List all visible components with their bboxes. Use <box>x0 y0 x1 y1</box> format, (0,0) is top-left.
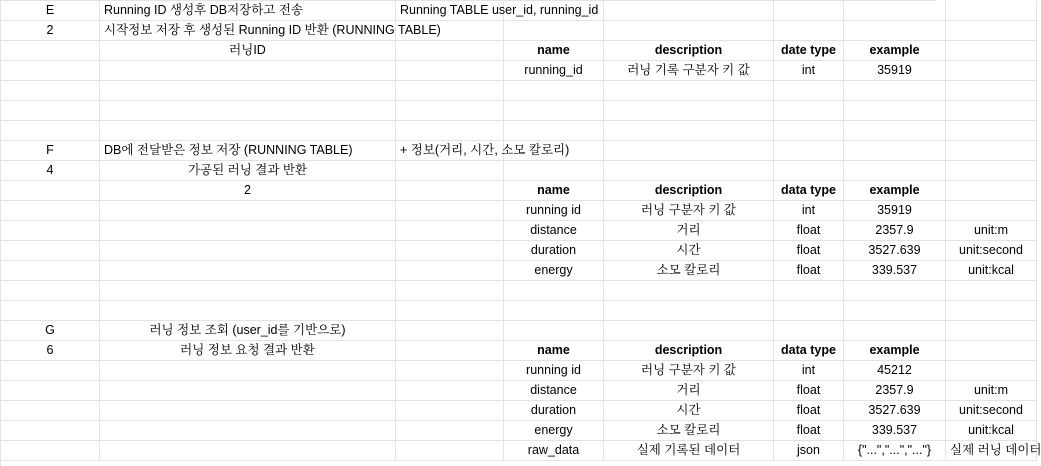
cell-r16-c7[interactable] <box>844 301 946 321</box>
cell-r9-c7[interactable] <box>844 161 946 181</box>
cell-text: float <box>796 243 821 257</box>
cell-r18-c7[interactable] <box>844 341 946 361</box>
cell-r21-c5[interactable] <box>604 401 774 421</box>
cell-r9-c5[interactable] <box>604 161 774 181</box>
cell-text: 45212 <box>877 363 912 377</box>
cell-text: float <box>796 423 821 437</box>
cell-text: name <box>537 183 570 197</box>
cell-text: G <box>45 323 55 337</box>
cell-r16-c4[interactable] <box>504 301 604 321</box>
cell-r17-c2[interactable] <box>100 321 396 341</box>
cell-r21-c4[interactable] <box>504 401 604 421</box>
cell-text: running id <box>526 363 581 377</box>
cell-text: float <box>796 383 821 397</box>
cell-r17-c4[interactable] <box>504 321 604 341</box>
cell-r18-c6[interactable] <box>774 341 844 361</box>
cell-text: int <box>801 203 816 217</box>
cell-r19-c4[interactable] <box>504 361 604 381</box>
cell-r14-c1[interactable] <box>1 261 100 281</box>
cell-r1-c5[interactable] <box>604 1 774 21</box>
cell-r13-c7[interactable] <box>844 241 946 261</box>
cell-r9-c1[interactable] <box>1 161 100 181</box>
cell-r7-c7[interactable] <box>844 121 946 141</box>
cell-r11-c7[interactable] <box>844 201 946 221</box>
cell-r9-c6[interactable] <box>774 161 844 181</box>
cell-r2-c6[interactable] <box>774 21 844 41</box>
cell-r21-c1[interactable] <box>1 401 100 421</box>
cell-r10-c2[interactable] <box>100 181 396 201</box>
cell-text: date type <box>781 43 836 57</box>
cell-r11-c8[interactable] <box>946 201 1037 221</box>
cell-text: example <box>869 183 920 197</box>
cell-text: 거리 <box>676 223 701 237</box>
cell-r14-c3[interactable] <box>396 261 504 281</box>
cell-r9-c2[interactable] <box>100 161 396 181</box>
cell-r11-c1[interactable] <box>1 201 100 221</box>
cell-r13-c6[interactable] <box>774 241 844 261</box>
cell-r8-c3[interactable] <box>396 141 570 161</box>
cell-r3-c8[interactable] <box>946 41 1037 61</box>
cell-r9-c4[interactable] <box>504 161 604 181</box>
cell-r23-c6[interactable] <box>774 441 844 461</box>
cell-text: 실제 러닝 데이터 <box>950 443 1041 457</box>
cell-r20-c4[interactable] <box>504 381 604 401</box>
cell-r18-c3[interactable] <box>396 341 504 361</box>
cell-text: description <box>654 43 723 57</box>
cell-r15-c5[interactable] <box>604 281 774 301</box>
cell-r10-c4[interactable] <box>504 181 604 201</box>
cell-text: unit:kcal <box>968 263 1014 277</box>
cell-r15-c3[interactable] <box>396 281 504 301</box>
cell-r14-c2[interactable] <box>100 261 396 281</box>
cell-r18-c4[interactable] <box>504 341 604 361</box>
cell-text: 35919 <box>877 63 912 77</box>
cell-r19-c1[interactable] <box>1 361 100 381</box>
cell-r6-c7[interactable] <box>844 101 946 121</box>
cell-r17-c3[interactable] <box>396 321 504 341</box>
cell-r7-c3[interactable] <box>396 121 504 141</box>
cell-r11-c6[interactable] <box>774 201 844 221</box>
cell-r8-c8[interactable] <box>946 141 1037 161</box>
cell-r2-c7[interactable] <box>844 21 946 41</box>
cell-r20-c2[interactable] <box>100 381 396 401</box>
cell-r13-c4[interactable] <box>504 241 604 261</box>
cell-r10-c5[interactable] <box>604 181 774 201</box>
cell-text: int <box>801 363 816 377</box>
cell-text: unit:m <box>973 223 1009 237</box>
cell-r5-c4[interactable] <box>504 81 604 101</box>
cell-text: json <box>797 443 820 457</box>
cell-text: int <box>801 63 816 77</box>
cell-text: data type <box>781 343 836 357</box>
cell-r7-c8[interactable] <box>946 121 1037 141</box>
cell-r14-c8[interactable] <box>946 261 1037 281</box>
cell-text: 소모 칼로리 <box>656 423 721 437</box>
cell-text: float <box>796 263 821 277</box>
cell-r14-c5[interactable] <box>604 261 774 281</box>
cell-r15-c6[interactable] <box>774 281 844 301</box>
cell-text: 339.537 <box>871 423 918 437</box>
cell-r1-c1[interactable] <box>1 1 100 21</box>
cell-r4-c5[interactable] <box>604 61 774 81</box>
cell-r20-c1[interactable] <box>1 381 100 401</box>
cell-r8-c2[interactable] <box>100 141 396 161</box>
cell-text: 시간 <box>676 243 701 257</box>
cell-r4-c1[interactable] <box>1 61 100 81</box>
cell-r11-c3[interactable] <box>396 201 504 221</box>
cell-r1-c2[interactable] <box>100 1 396 21</box>
cell-r6-c1[interactable] <box>1 101 100 121</box>
cell-text: unit:second <box>959 403 1023 417</box>
cell-r7-c6[interactable] <box>774 121 844 141</box>
cell-r5-c7[interactable] <box>844 81 946 101</box>
cell-r2-c4[interactable] <box>504 21 604 41</box>
cell-r15-c1[interactable] <box>1 281 100 301</box>
cell-text: distance <box>530 223 577 237</box>
cell-r2-c5[interactable] <box>604 21 774 41</box>
cell-r3-c4[interactable] <box>504 41 604 61</box>
cell-r17-c8[interactable] <box>946 321 1037 341</box>
cell-r2-c1[interactable] <box>1 21 100 41</box>
cell-r12-c3[interactable] <box>396 221 504 241</box>
cell-r6-c2[interactable] <box>100 101 396 121</box>
cell-r12-c6[interactable] <box>774 221 844 241</box>
cell-r13-c2[interactable] <box>100 241 396 261</box>
cell-text: duration <box>530 243 577 257</box>
cell-r22-c1[interactable] <box>1 421 100 441</box>
cell-r9-c8[interactable] <box>946 161 1037 181</box>
cell-r5-c5[interactable] <box>604 81 774 101</box>
cell-r15-c7[interactable] <box>844 281 946 301</box>
cell-text: 실제 기록된 데이터 <box>636 443 741 457</box>
cell-text: 러닝ID <box>229 43 266 57</box>
cell-r5-c6[interactable] <box>774 81 844 101</box>
cell-r1-c8[interactable] <box>946 1 1037 21</box>
cell-r7-c2[interactable] <box>100 121 396 141</box>
cell-text: DB에 전달받은 정보 저장 (RUNNING TABLE) <box>104 143 353 157</box>
cell-r21-c7[interactable] <box>844 401 946 421</box>
cell-r10-c1[interactable] <box>1 181 100 201</box>
cell-r4-c3[interactable] <box>396 61 504 81</box>
cell-r5-c1[interactable] <box>1 81 100 101</box>
cell-r20-c8[interactable] <box>946 381 1037 401</box>
cell-text: 소모 칼로리 <box>656 263 721 277</box>
cell-r2-c8[interactable] <box>946 21 1037 41</box>
cell-r20-c5[interactable] <box>604 381 774 401</box>
cell-text: description <box>654 183 723 197</box>
cell-r22-c4[interactable] <box>504 421 604 441</box>
cell-r12-c1[interactable] <box>1 221 100 241</box>
cell-r3-c6[interactable] <box>774 41 844 61</box>
cell-text: description <box>654 343 723 357</box>
cell-r9-c3[interactable] <box>396 161 504 181</box>
cell-text: energy <box>534 263 573 277</box>
cell-r4-c2[interactable] <box>100 61 396 81</box>
cell-text: 시간 <box>676 403 701 417</box>
cell-r17-c1[interactable] <box>1 321 100 341</box>
cell-r17-c7[interactable] <box>844 321 946 341</box>
cell-r13-c1[interactable] <box>1 241 100 261</box>
cell-r11-c5[interactable] <box>604 201 774 221</box>
cell-r12-c8[interactable] <box>946 221 1037 241</box>
cell-text: example <box>869 43 920 57</box>
cell-r7-c1[interactable] <box>1 121 100 141</box>
cell-r7-c4[interactable] <box>504 121 604 141</box>
cell-r17-c6[interactable] <box>774 321 844 341</box>
cell-r23-c5[interactable] <box>604 441 774 461</box>
cell-text: 러닝 정보 조회 (user_id를 기반으로) <box>149 323 346 337</box>
cell-r4-c7[interactable] <box>844 61 946 81</box>
cell-r8-c7[interactable] <box>844 141 946 161</box>
cell-r1-c7[interactable] <box>844 1 946 21</box>
cell-r18-c1[interactable] <box>1 341 100 361</box>
cell-text: unit:m <box>973 383 1009 397</box>
cell-text: example <box>869 343 920 357</box>
cell-r4-c4[interactable] <box>504 61 604 81</box>
cell-r20-c7[interactable] <box>844 381 946 401</box>
cell-text: 러닝 구분자 키 값 <box>641 363 736 377</box>
cell-r5-c8[interactable] <box>946 81 1037 101</box>
cell-r14-c4[interactable] <box>504 261 604 281</box>
cell-r6-c4[interactable] <box>504 101 604 121</box>
cell-r2-c3[interactable] <box>396 21 504 41</box>
cell-r19-c7[interactable] <box>844 361 946 381</box>
cell-text: name <box>537 343 570 357</box>
cell-r2-c2[interactable] <box>100 21 441 41</box>
cell-text: 4 <box>46 163 54 177</box>
cell-r10-c6[interactable] <box>774 181 844 201</box>
cell-r22-c2[interactable] <box>100 421 396 441</box>
cell-r11-c2[interactable] <box>100 201 396 221</box>
cell-text: 3527.639 <box>868 403 921 417</box>
cell-text: 2357.9 <box>875 223 914 237</box>
cell-r20-c6[interactable] <box>774 381 844 401</box>
cell-text: unit:kcal <box>968 423 1014 437</box>
cell-text: {"...","...","..."} <box>857 443 932 457</box>
cell-r15-c2[interactable] <box>100 281 396 301</box>
cell-r19-c8[interactable] <box>946 361 1037 381</box>
cell-text: energy <box>534 423 573 437</box>
cell-r4-c6[interactable] <box>774 61 844 81</box>
cell-text: duration <box>530 403 577 417</box>
cell-text: + 정보(거리, 시간, 소모 칼로리) <box>400 143 570 157</box>
cell-r8-c1[interactable] <box>1 141 100 161</box>
cell-text: 가공된 러닝 결과 반환 <box>187 163 308 177</box>
cell-text: 6 <box>46 343 54 357</box>
cell-r3-c3[interactable] <box>396 41 504 61</box>
cell-r23-c2[interactable] <box>100 441 396 461</box>
cell-r6-c3[interactable] <box>396 101 504 121</box>
cell-text: float <box>796 403 821 417</box>
cell-text: Running ID 생성후 DB저장하고 전송 <box>104 3 303 17</box>
cell-r21-c3[interactable] <box>396 401 504 421</box>
cell-r10-c3[interactable] <box>396 181 504 201</box>
cell-text: 시작정보 저장 후 생성된 Running ID 반환 (RUNNING TABLE) <box>104 23 441 37</box>
cell-r4-c8[interactable] <box>946 61 1037 81</box>
cell-text: F <box>46 143 54 157</box>
cell-text: distance <box>530 383 577 397</box>
cell-r16-c2[interactable] <box>100 301 396 321</box>
cell-r18-c8[interactable] <box>946 341 1037 361</box>
cell-r23-c8[interactable] <box>946 441 1041 461</box>
cell-r23-c7[interactable] <box>844 441 946 461</box>
cell-r6-c5[interactable] <box>604 101 774 121</box>
cell-r17-c5[interactable] <box>604 321 774 341</box>
cell-text: running id <box>526 203 581 217</box>
cell-r6-c8[interactable] <box>946 101 1037 121</box>
cell-r15-c8[interactable] <box>946 281 1037 301</box>
cell-r6-c6[interactable] <box>774 101 844 121</box>
cell-text: 339.537 <box>871 263 918 277</box>
cell-text: unit:second <box>959 243 1023 257</box>
cell-text: float <box>796 223 821 237</box>
cell-r19-c5[interactable] <box>604 361 774 381</box>
cell-r1-c6[interactable] <box>774 1 844 21</box>
cell-r22-c7[interactable] <box>844 421 946 441</box>
cell-r3-c5[interactable] <box>604 41 774 61</box>
cell-r22-c5[interactable] <box>604 421 774 441</box>
cell-text: 2 <box>244 183 251 197</box>
cell-r23-c4[interactable] <box>504 441 604 461</box>
cell-r19-c3[interactable] <box>396 361 504 381</box>
cell-r19-c2[interactable] <box>100 361 396 381</box>
cell-r21-c8[interactable] <box>946 401 1037 421</box>
cell-text: 러닝 기록 구분자 키 값 <box>627 63 750 77</box>
cell-r13-c3[interactable] <box>396 241 504 261</box>
cell-r16-c8[interactable] <box>946 301 1037 321</box>
cell-r18-c5[interactable] <box>604 341 774 361</box>
cell-text: Running TABLE user_id, running_id <box>400 3 599 17</box>
cell-r23-c3[interactable] <box>396 441 504 461</box>
cell-r10-c7[interactable] <box>844 181 946 201</box>
cell-text: 2 <box>46 23 54 37</box>
cell-r16-c6[interactable] <box>774 301 844 321</box>
cell-r16-c1[interactable] <box>1 301 100 321</box>
cell-r13-c5[interactable] <box>604 241 774 261</box>
cell-text: 3527.639 <box>868 243 921 257</box>
cell-r7-c5[interactable] <box>604 121 774 141</box>
cell-r12-c7[interactable] <box>844 221 946 241</box>
cell-r14-c6[interactable] <box>774 261 844 281</box>
cell-r22-c8[interactable] <box>946 421 1037 441</box>
cell-text: 러닝 정보 요청 결과 반환 <box>180 343 315 357</box>
cell-text: 거리 <box>676 383 701 397</box>
cell-r10-c8[interactable] <box>946 181 1037 201</box>
cell-r16-c3[interactable] <box>396 301 504 321</box>
cell-r12-c4[interactable] <box>504 221 604 241</box>
cell-r20-c3[interactable] <box>396 381 504 401</box>
cell-r19-c6[interactable] <box>774 361 844 381</box>
cell-r15-c4[interactable] <box>504 281 604 301</box>
cell-r12-c5[interactable] <box>604 221 774 241</box>
cell-text: running_id <box>524 63 583 77</box>
cell-text: name <box>537 43 570 57</box>
cell-r3-c2[interactable] <box>100 41 396 61</box>
cell-text: data type <box>781 183 836 197</box>
cell-r21-c6[interactable] <box>774 401 844 421</box>
cell-r8-c5[interactable] <box>604 141 774 161</box>
cell-text: 2357.9 <box>875 383 914 397</box>
cell-r16-c5[interactable] <box>604 301 774 321</box>
cell-r22-c6[interactable] <box>774 421 844 441</box>
cell-r8-c6[interactable] <box>774 141 844 161</box>
cell-text: E <box>45 3 55 17</box>
cell-r22-c3[interactable] <box>396 421 504 441</box>
cell-r3-c1[interactable] <box>1 41 100 61</box>
cell-r12-c2[interactable] <box>100 221 396 241</box>
cell-r3-c7[interactable] <box>844 41 946 61</box>
cell-r18-c2[interactable] <box>100 341 396 361</box>
cell-r13-c8[interactable] <box>946 241 1037 261</box>
cell-text: 러닝 구분자 키 값 <box>641 203 736 217</box>
cell-text: raw_data <box>527 443 580 457</box>
cell-r5-c2[interactable] <box>100 81 396 101</box>
cell-r5-c3[interactable] <box>396 81 504 101</box>
cell-r23-c1[interactable] <box>1 441 100 461</box>
cell-r1-c3[interactable] <box>396 1 599 21</box>
cell-r11-c4[interactable] <box>504 201 604 221</box>
cell-r14-c7[interactable] <box>844 261 946 281</box>
cell-text: 35919 <box>877 203 912 217</box>
cell-r21-c2[interactable] <box>100 401 396 421</box>
